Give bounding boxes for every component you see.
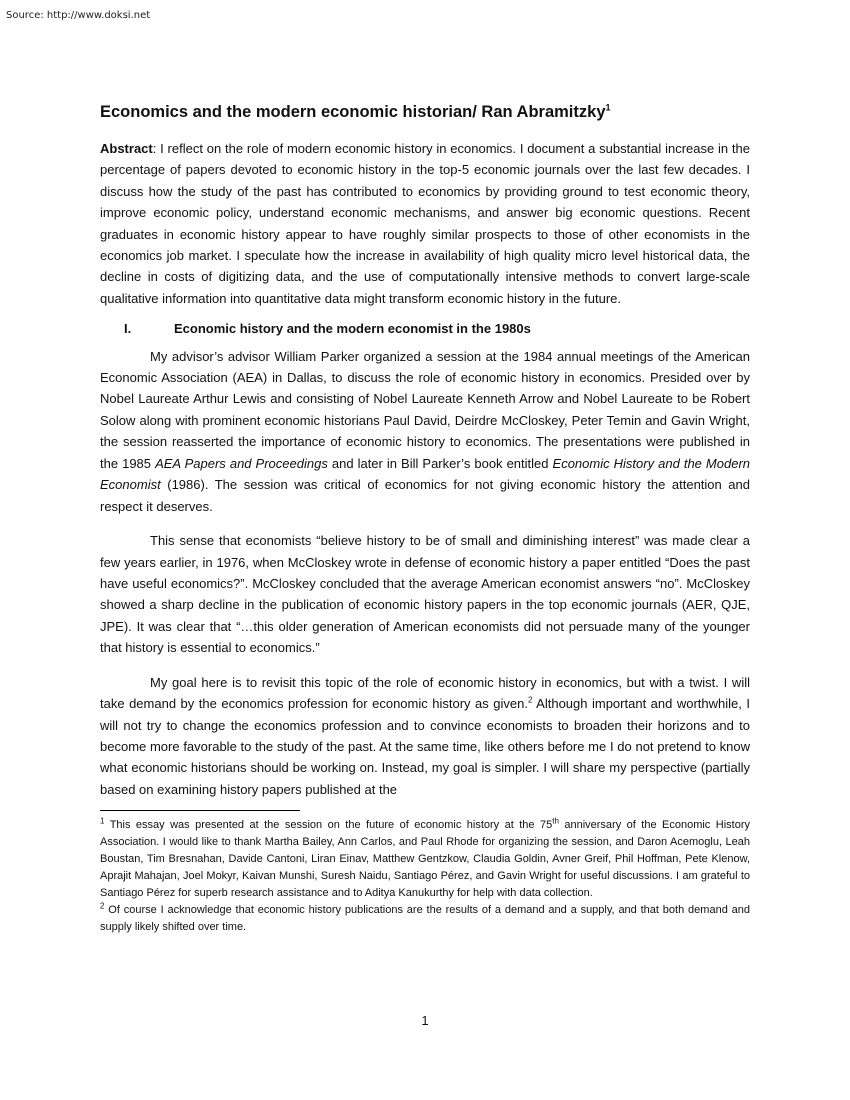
abstract-text: : I reflect on the role of modern economic history in economics. I document a substantial increase in the percentage of papers devoted to economic history in the top-5 economic journals over the last few decades. I discuss how the study of the past has contributed to economics by providing ground to test economic theory, improve economic policy, understand economic mechanisms, and answer big economic questions. Recent graduates in economic history appear to have roughly similar prospects to those of other economists in the economics job market. I speculate how the increase in availability of high quality micro level historical data, the decline in costs of digitizing data, and the use of computationally intensive methods to convert large-scale qualitative information into quantitative data might transform economic history in the future.: [100, 141, 750, 306]
paragraph-3-text-a: My goal here is to revisit this topic of the role of economic history in economics, but with a twist. I will take demand by the economics profession for economic history as given.: [100, 674, 750, 712]
paragraph-1-text-e: (1986). The session was critical of economics for not giving economic history the attention and respect it deserves.: [100, 477, 750, 514]
page-number: 1: [421, 1013, 429, 1028]
abstract: [100, 138, 750, 309]
paragraph-3: [100, 672, 750, 800]
section-title: Economic history and the modern economist in the 1980s: [174, 321, 531, 337]
section-heading: [100, 318, 750, 339]
footnote-1-ordinal: th: [552, 816, 559, 826]
paragraph-2: This sense that economists “believe history to be of small and diminishing interest” was made clear a few years earlier, in 1976, when McCloskey wrote in defense of economic history a paper entitled “Does the past have useful economics?”. McCloskey concluded that the average American economist answers “no”. McCloskey showed a sharp decline in the publication of economic history papers in the top economic journals (AER, QJE, JPE). It was clear that “…this older generation of American economists did not persuade many of the younger that history is essential to economics.”: [100, 533, 750, 656]
paper-title: [100, 100, 750, 124]
footnote-2-text: Of course I acknowledge that economic history publications are the results of a demand and a supply, and that both demand and supply likely shifted over time.: [100, 904, 750, 934]
footnote-1-text-b: anniversary of the Economic History Association. I would like to thank Martha Bailey, Ann Carlos, and Paul Rhode for organizing the session, and Daron Acemoglu, Leah Boustan, Tim Bresnahan, Davide Cantoni, Liran Einav, Matthew Gentzkow, Claudia Goldin, Avner Greif, Phil Hoffman, Pete Klenow, Aprajit Mahajan, Joel Mokyr, Kaivan Munshi, Suresh Naidu, Santiago Pérez, and Gavin Wright for useful discussions. I am grateful to Santiago Pérez for superb research assistance and to Aditya Kanukurthy for help with data collection.: [100, 819, 750, 900]
citation-book-title: Economic History and the Modern Economist: [100, 455, 751, 493]
footnote-1: [100, 817, 750, 902]
title-footnote-mark[interactable]: 1: [605, 102, 611, 113]
paragraph-1-text-a: My advisor’s advisor William Parker organized a session at the 1984 annual meetings of the American Economic Association (AEA) in Dallas, to discuss the role of economic history in economics. Presided over by Nobel Laureate Arthur Lewis and consisting of Nobel Laureate Kenneth Arrow and Nobel Laureate to be Robert Solow along with prominent economic historians Paul David, Deirdre McCloskey, Peter Temin and Gavin Wright, the session reasserted the importance of economic history to economics. The presentations were published in the 1985: [100, 348, 750, 471]
paragraph-3-text-b: Although important and worthwhile, I will not try to change the economics profession and to convince economists to broaden their horizons and to become more favorable to the study of the past. At the same time, like others before me I do not pretend to know what economic historians should be working on. Instead, my goal is simpler. I will share my perspective (partially based on examining history papers published at the: [100, 696, 750, 797]
footnote-1-number: 1: [100, 816, 105, 826]
section-number: I.: [124, 321, 132, 337]
footnote-divider: [100, 810, 300, 811]
citation-aea-papers: AEA Papers and Proceedings: [155, 455, 328, 471]
source-url: Source: http://www.doksi.net: [6, 10, 151, 21]
abstract-label: Abstract: [100, 141, 153, 156]
paragraph-1-text-c: and later in Bill Parker’s book entitled: [327, 455, 553, 471]
footnote-1-text-a: This essay was presented at the session on the future of economic history at the 75: [104, 819, 553, 832]
footnote-2-mark[interactable]: 2: [527, 695, 533, 705]
paper-title-text: Economics and the modern economic historian/ Ran Abramitzky: [100, 103, 606, 121]
document-page: [100, 100, 750, 936]
footnote-2-number: 2: [100, 901, 105, 911]
footnote-2: [100, 902, 750, 936]
paragraph-1: [100, 346, 750, 517]
